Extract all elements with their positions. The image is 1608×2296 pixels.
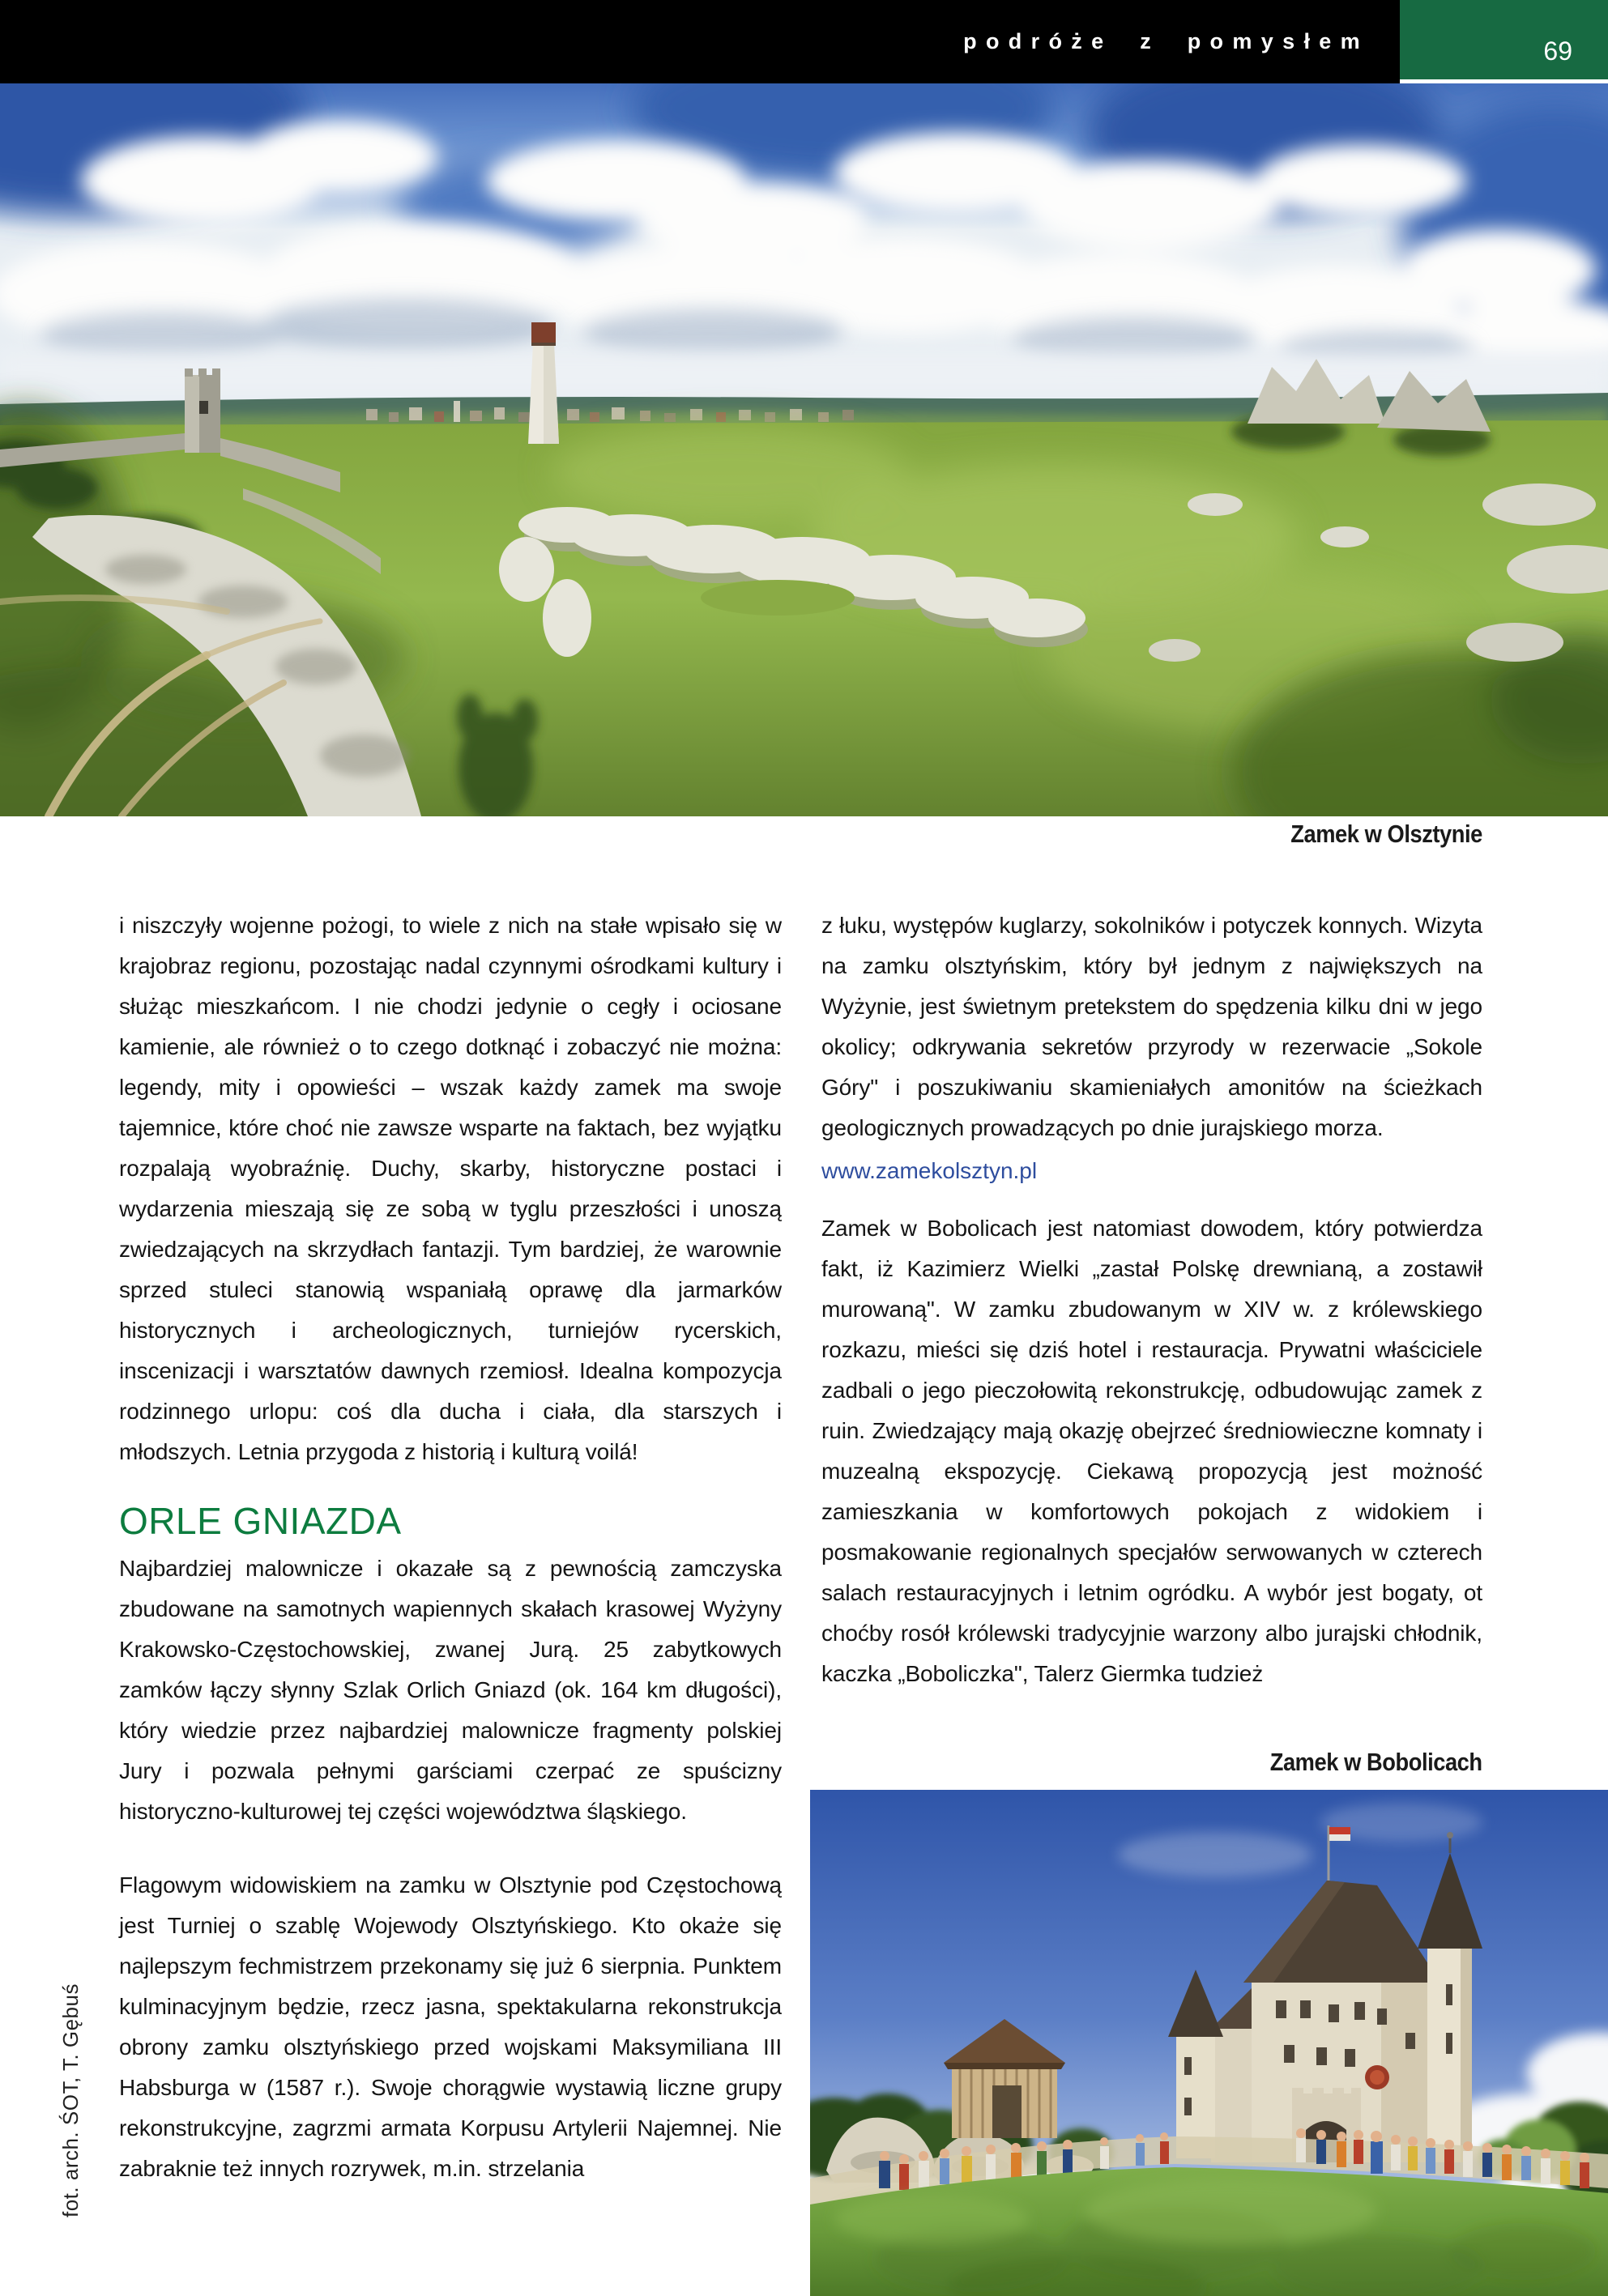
article-left-column [119, 905, 782, 2189]
paragraph-right-2: Zamek w Bobolicach jest natomiast dowodem, który potwierdza fakt, iż Kazimierz Wielki „zastał Polskę drewnianą, a zostawił murowaną". W zamku zbudowanym w XIV w. z królewskiego rozkazu, mieści się dziś hotel i restauracja. Prywatni właściciele zadbali o jego pieczołowitą rekonstrukcję, odbudowując zamek z ruin. Zwiedzający mają okazję obejrzeć średniowieczne komnaty i muzealną ekspozycję. Ciekawą propozycją jest możność zamieszkania w komfortowych pokojach z widokiem i posmakowanie regionalnych specjałów serwowanych w czterech salach restauracyjnych i letnim ogródku. A wybór jest bogaty, ot choćby rosół królewski tradycyjnie warzony albo jurajski chłodnik, kaczka „Boboliczka", Talerz Giermka tudzież [821, 1216, 1482, 1686]
article-right-column [821, 905, 1482, 1694]
ring-grass [701, 580, 855, 616]
olsztyn-panorama-illustration [0, 83, 1608, 816]
bobolice-photo [810, 1790, 1608, 2296]
photo-caption-bobolice [821, 1748, 1482, 1777]
page-number: 69 [1543, 36, 1572, 66]
website-link[interactable]: www.zamekolsztyn.pl [821, 1158, 1038, 1183]
paragraph-left-1: i niszczyły wojenne pożogi, to wiele z nich na stałe wpisało się w krajobraz regionu, pozostając nadal czynnymi ośrodkami kultury i służąc mieszkańcom. I nie chodzi jedynie o cegły i ociosane kamienie, ale również o to czego dotknąć i zobaczyć nie można: legendy, mity i opowieści – wszak każdy zamek ma swoje tajemnice, które choć nie zawsze wsparte na faktach, bez wyjątku rozpalają wyobraźnię. Duchy, skarby, historyczne postaci i wydarzenia mieszają się ze sobą w tyglu przeszłości i unoszą zwiedzających na skrzydłach fantazji. Tym bardziej, że warownie sprzed stuleci stanowią wspaniałą oprawę dla jarmarków historycznych i archeologicznych, turniejów rycerskich, inscenizacji i warsztatów dawnych rzemiosł. Idealna kompozycja rodzinnego urlopu: coś dla ducha i ciała, dla starszych i młodszych. Letnia przygoda z historią i kulturą voilá! [119, 913, 782, 1464]
photo-caption-bobolice-text: Zamek w Bobolicach [1270, 1748, 1482, 1776]
stone-tower-ruin [185, 368, 220, 453]
emblem-inner [1370, 2070, 1384, 2085]
photo-caption-olsztyn-text: Zamek w Olsztynie [1290, 820, 1482, 848]
photo-credit-text: fot. arch. ŚOT, T. Gębuś [58, 1983, 83, 2217]
white-castle-tower [528, 322, 559, 444]
paragraph-left-3: Flagowym widowiskiem na zamku w Olsztynie pod Częstochową jest Turniej o szablę Wojewody Olsztyńskiego. Kto okaże się najlepszym fechmistrzem przekonamy się już 6 sierpnia. Punktem kulminacyjnym będzie, rzecz jasna, spektakularna rekonstrukcja obrony zamku olsztyńskiego przed wojskami Maksymiliana III Habsburga w (1587 r.). Swoje chorągwie wystawią liczne grupy rekonstrukcyjne, zagrzmi armata Korpusu Artylerii Najemnej. Nie zabraknie też innych rozrywek, m.in. strzelania [119, 1872, 782, 2181]
header-bar [0, 0, 1400, 83]
photo-caption-olsztyn [821, 820, 1482, 849]
olsztyn-panorama-photo [0, 83, 1608, 816]
bobolice-illustration [810, 1790, 1608, 2296]
section-heading-orle-gniazda: ORLE GNIAZDA [119, 1500, 402, 1542]
paragraph-left-2: Najbardziej malownicze i okazałe są z pewnością zamczyska zbudowane na samotnych wapiennych skałach krasowej Wyżyny Krakowsko-Częstochowskiej, zwanej Jurą. 25 zabytkowych zamków łączy słynny Szlak Orlich Gniazd (ok. 164 km długości), który wiedzie przez najbardziej malownicze fragmenty polskiej Jury i pozwala pełnymi garściami czerpać ze spuścizny historyczno-kulturowej tej części województwa śląskiego. [119, 1556, 782, 1824]
magazine-tagline: podróże z pomysłem [963, 29, 1369, 53]
page-number-badge [1400, 0, 1608, 79]
paragraph-right-1: z łuku, występów kuglarzy, sokolników i potyczek konnych. Wizyta na zamku olsztyńskim, który był jednym z największych na Wyżynie, jest świetnym pretekstem do spędzenia kilku dni w jego okolicy; odkrywania sekretów przyrody w rezerwacie „Sokole Góry" i poszukiwaniu skamieniałych amonitów na ścieżkach geologicznych prowadzących po dnie jurajskiego morza. [821, 913, 1482, 1140]
